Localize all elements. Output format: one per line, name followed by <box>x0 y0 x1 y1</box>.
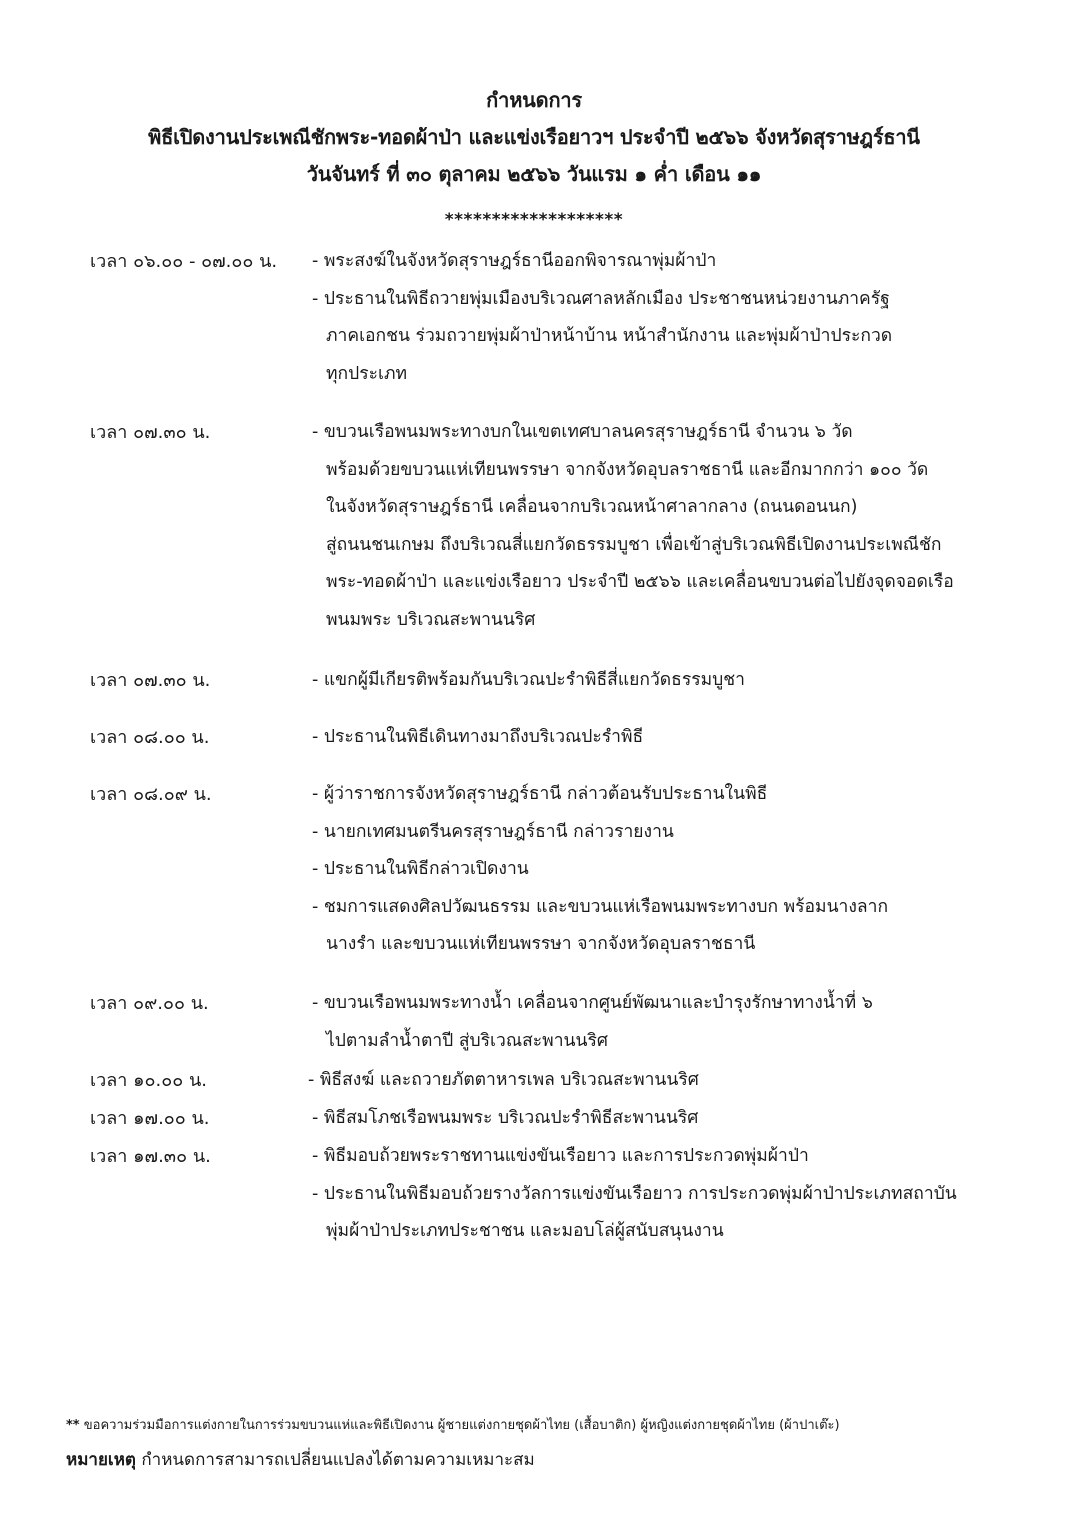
item-line: - พระสงฆ์ในจังหวัดสุราษฎร์ธานีออกพิจารณาพุ่มผ้าป่า <box>312 251 717 271</box>
item-line: พุ่มผ้าป่าประเภทประชาชน และมอบโล่ผู้สนับสนุนงาน <box>326 1221 724 1241</box>
schedule-time: เวลา ๐๗.๓๐ น. <box>90 422 211 443</box>
schedule-items <box>312 662 1032 700</box>
header-date: วันจันทร์ ที่ ๓๐ ตุลาคม ๒๕๖๖ วันแรม ๑ ค่ำ เดือน ๑๑ <box>306 162 762 186</box>
schedule-time: เวลา ๐๗.๓๐ น. <box>90 670 211 691</box>
item-line: - ประธานในพิธีมอบถ้วยรางวัลการแข่งขันเรือยาว การประกวดพุ่มผ้าป่าประเภทสถาบัน <box>312 1183 957 1204</box>
item-line: ในจังหวัดสุราษฎร์ธานี เคลื่อนจากบริเวณหน้าศาลากลาง (ถนนดอนนก) <box>326 497 858 517</box>
schedule-item <box>312 985 1032 1060</box>
schedule-time: เวลา ๐๘.๐๐ น. <box>90 727 210 748</box>
header-event-name: พิธีเปิดงานประเพณีชักพระ-ทอดผ้าป่า และแข่งเรือยาวฯ ประจำปี ๒๕๖๖ จังหวัดสุราษฎร์ธานี <box>148 125 920 149</box>
schedule-time: เวลา ๑๗.๐๐ น. <box>90 1108 210 1129</box>
item-line: - นายกเทศมนตรีนครสุราษฎร์ธานี กล่าวรายงาน <box>312 821 674 842</box>
schedule-time: เวลา ๑๐.๐๐ น. <box>90 1070 207 1091</box>
schedule-items <box>312 414 1032 639</box>
item-line: - ขบวนเรือพนมพระทางน้ำ เคลื่อนจากศูนย์พัฒนาและบำรุงรักษาทางน้ำที่ ๖ <box>312 993 873 1013</box>
schedule-items <box>312 1100 1032 1138</box>
schedule-item <box>312 243 1032 281</box>
footnote-mark: ** <box>66 1418 80 1433</box>
schedule-items <box>312 243 1032 393</box>
item-line: - ผู้ว่าราชการจังหวัดสุราษฎร์ธานี กล่าวต้อนรับประธานในพิธี <box>312 784 768 804</box>
schedule-time: เวลา ๐๖.๐๐ - ๐๗.๐๐ น. <box>90 251 278 272</box>
schedule-item <box>312 814 1032 852</box>
header-separator: ******************* <box>444 210 624 230</box>
document-header <box>0 82 1068 193</box>
item-line: - ประธานในพิธีถวายพุ่มเมืองบริเวณศาลหลักเมือง ประชาชนหน่วยงานภาครัฐ <box>312 288 890 309</box>
item-line: - พิธีสงฆ์ และถวายภัตตาหารเพล บริเวณสะพานนริศ <box>308 1070 699 1090</box>
schedule-time: เวลา ๑๗.๓๐ น. <box>90 1146 211 1167</box>
item-line: ทุกประเภท <box>326 363 408 384</box>
schedule-items <box>312 1138 1032 1251</box>
item-line: พระ-ทอดผ้าป่า และแข่งเรือยาว ประจำปี ๒๕๖๖ และเคลื่อนขบวนต่อไปยังจุดจอดเรือ <box>326 572 954 592</box>
item-line: สู่ถนนชนเกษม ถึงบริเวณสี่แยกวัดธรรมบูชา เพื่อเข้าสู่บริเวณพิธีเปิดงานประเพณีชัก <box>326 534 942 555</box>
remark <box>66 1446 535 1473</box>
schedule-item <box>312 414 1032 639</box>
schedule-items <box>312 776 1032 964</box>
schedule-time: เวลา ๐๙.๐๐ น. <box>90 993 209 1014</box>
schedule-item <box>312 851 1032 889</box>
schedule-item <box>312 719 1032 757</box>
footnote-text: ขอความร่วมมือการแต่งกายในการร่วมขบวนแห่และพิธีเปิดงาน ผู้ชายแต่งกายชุดผ้าไทย (เสื้อบาติก) ผู้หญิงแต่งกายชุดผ้าไทย (ผ้าปาเต๊ะ) <box>83 1418 840 1433</box>
item-line: ภาคเอกชน ร่วมถวายพุ่มผ้าป่าหน้าบ้าน หน้าสำนักงาน และพุ่มผ้าป่าประกวด <box>326 326 893 346</box>
item-line: - ประธานในพิธีกล่าวเปิดงาน <box>312 859 529 879</box>
schedule-item <box>312 1138 1032 1176</box>
item-line: ไปตามลำน้ำตาปี สู่บริเวณสะพานนริศ <box>326 1030 608 1051</box>
item-line: - พิธีมอบถ้วยพระราชทานแข่งขันเรือยาว และการประกวดพุ่มผ้าป่า <box>312 1146 809 1166</box>
schedule-items <box>312 985 1032 1060</box>
schedule-item <box>312 1100 1032 1138</box>
item-line: นางรำ และขบวนแห่เทียนพรรษา จากจังหวัดอุบลราชธานี <box>326 934 756 954</box>
item-line: - ขบวนเรือพนมพระทางบกในเขตเทศบาลนครสุราษฎร์ธานี จำนวน ๖ วัด <box>312 422 853 442</box>
schedule-item <box>308 1062 1028 1100</box>
schedule-item <box>312 776 1032 814</box>
item-line: - แขกผู้มีเกียรติพร้อมกันบริเวณปะรำพิธีสี่แยกวัดธรรมบูชา <box>312 670 745 690</box>
schedule-item <box>312 889 1032 964</box>
schedule-item <box>312 281 1032 394</box>
header-title: กำหนดการ <box>486 88 582 112</box>
remark-label: หมายเหตุ <box>66 1450 136 1470</box>
item-line: - พิธีสมโภชเรือพนมพระ บริเวณปะรำพิธีสะพานนริศ <box>312 1108 699 1128</box>
dress-code-footnote <box>66 1414 840 1435</box>
item-line: - ชมการแสดงศิลปวัฒนธรรม และขบวนแห่เรือพนมพระทางบก พร้อมนางลาก <box>312 896 889 917</box>
item-line: พนมพระ บริเวณสะพานนริศ <box>326 609 536 630</box>
schedule-item <box>312 1176 1032 1251</box>
item-line: - ประธานในพิธีเดินทางมาถึงบริเวณปะรำพิธี <box>312 727 644 747</box>
remark-text: กำหนดการสามารถเปลี่ยนแปลงได้ตามความเหมาะสม <box>141 1450 535 1470</box>
schedule-items <box>312 719 1032 757</box>
schedule-items <box>308 1062 1028 1100</box>
item-line: พร้อมด้วยขบวนแห่เทียนพรรษา จากจังหวัดอุบลราชธานี และอีกมากกว่า ๑๐๐ วัด <box>326 459 929 480</box>
schedule-item <box>312 662 1032 700</box>
schedule-time: เวลา ๐๘.๐๙ น. <box>90 784 212 805</box>
